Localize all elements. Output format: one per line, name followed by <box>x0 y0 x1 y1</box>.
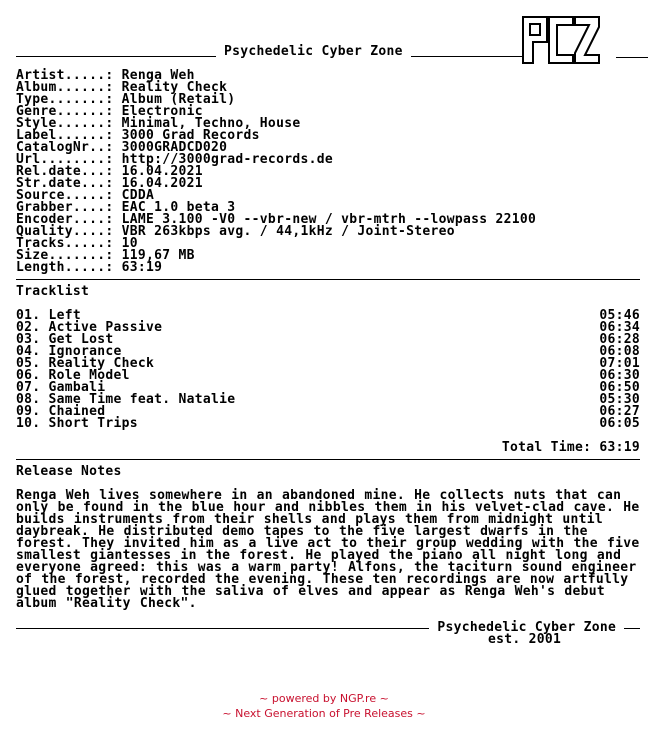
footer-rule-left <box>16 622 429 629</box>
info-value: CDDA <box>121 188 155 203</box>
info-label: Album......: <box>16 80 122 95</box>
info-label: Grabber....: <box>16 200 122 215</box>
info-row-length <box>16 262 640 274</box>
info-label: Source.....: <box>16 188 122 203</box>
track-row <box>16 418 640 430</box>
info-label: Rel.date...: <box>16 164 122 179</box>
header-rule-right <box>411 48 523 57</box>
track-title: 07. Gambali <box>16 380 106 395</box>
info-label: CatalogNr..: <box>16 140 122 155</box>
track-title: 08. Same Time feat. Natalie <box>16 392 236 407</box>
track-time: 06:50 <box>599 380 640 395</box>
track-row <box>16 394 640 406</box>
track-time: 06:05 <box>599 416 640 431</box>
total-time: Total Time: 63:19 <box>501 440 640 455</box>
track-time: 06:27 <box>599 404 640 419</box>
track-time: 06:30 <box>599 368 640 383</box>
header-rule-left <box>16 48 216 57</box>
release-notes-heading: Release Notes <box>16 464 122 479</box>
info-value: Renga Weh <box>121 68 195 83</box>
info-value: VBR 263kbps avg. / 44,1kHz / Joint-Stereo <box>121 224 455 239</box>
track-title: 09. Chained <box>16 404 106 419</box>
nfo-document <box>16 46 640 646</box>
track-time: 05:30 <box>599 392 640 407</box>
track-title: 06. Role Model <box>16 368 130 383</box>
track-title: 03. Get Lost <box>16 332 114 347</box>
release-notes-text: Renga Weh lives somewhere in an abandoned mine. He collects nuts that can only be found in the blue hour and nibbles them in his velvet-clad cave. He builds instruments from their shells and plays them from midnight until daybreak. He distributed demo tapes to the five largest dwarfs in the forest. They invited him as a live act to their group wedding with the five smallest giantesses in the forest. He played the piano all night long and everyone agreed: this was a warm party! Alfons, the taciturn sound engineer of the forest, recorded the evening. These ten recordings are now artfully glued together with the saliva of elves and appear as Renga Weh's debut album "Reality Check". <box>16 488 640 611</box>
divider <box>16 454 640 466</box>
header-title: Psychedelic Cyber Zone <box>224 44 403 59</box>
info-label: Tracks.....: <box>16 236 122 251</box>
info-value: Electronic <box>121 104 203 119</box>
info-label: Length.....: <box>16 260 122 275</box>
info-value: Reality Check <box>121 80 228 95</box>
footer-title: Psychedelic Cyber Zone <box>437 620 617 635</box>
track-title: 04. Ignorance <box>16 344 122 359</box>
info-value: 16.04.2021 <box>121 164 203 179</box>
info-value: 16.04.2021 <box>121 176 203 191</box>
info-block <box>16 70 640 274</box>
track-time: 05:46 <box>599 308 640 323</box>
track-title: 05. Reality Check <box>16 356 155 371</box>
info-value: http://3000grad-records.de <box>121 152 333 167</box>
footer-rule-right <box>624 622 640 629</box>
info-label: Artist.....: <box>16 68 122 83</box>
info-value: Album (Retail) <box>121 92 236 107</box>
info-label: Label......: <box>16 128 122 143</box>
footer-est: est. 2001 <box>488 632 562 647</box>
track-title: 10. Short Trips <box>16 416 138 431</box>
info-value: 3000GRADCD020 <box>121 140 228 155</box>
info-label: Url........: <box>16 152 122 167</box>
promo-powered-by: ~ powered by NGP.re ~ <box>259 692 389 705</box>
track-time: 06:34 <box>599 320 640 335</box>
track-title: 02. Active Passive <box>16 320 163 335</box>
info-value: 10 <box>121 236 138 251</box>
track-time: 06:28 <box>599 332 640 347</box>
info-value: 119,67 MB <box>121 248 195 263</box>
header-rule-tail <box>616 57 648 58</box>
info-label: Style......: <box>16 116 122 131</box>
info-label: Encoder....: <box>16 212 122 227</box>
info-value: LAME 3.100 -V0 --vbr-new / vbr-mtrh --lowpass 22100 <box>121 212 537 227</box>
info-label: Quality....: <box>16 224 122 239</box>
tracklist <box>16 310 640 430</box>
track-row <box>16 370 640 382</box>
divider <box>16 274 640 286</box>
tracklist-heading: Tracklist <box>16 284 90 299</box>
info-value: Minimal, Techno, House <box>121 116 301 131</box>
info-label: Genre......: <box>16 104 122 119</box>
info-value: 63:19 <box>121 260 163 275</box>
promo-tagline: ~ Next Generation of Pre Releases ~ <box>222 707 426 720</box>
info-label: Str.date...: <box>16 176 122 191</box>
info-label: Size.......: <box>16 248 122 263</box>
info-value: EAC 1.0 beta 3 <box>121 200 236 215</box>
info-value: 3000 Grad Records <box>121 128 260 143</box>
track-time: 07:01 <box>599 356 640 371</box>
info-label: Type.......: <box>16 92 122 107</box>
track-title: 01. Left <box>16 308 82 323</box>
header-banner <box>16 46 640 58</box>
track-time: 06:08 <box>599 344 640 359</box>
